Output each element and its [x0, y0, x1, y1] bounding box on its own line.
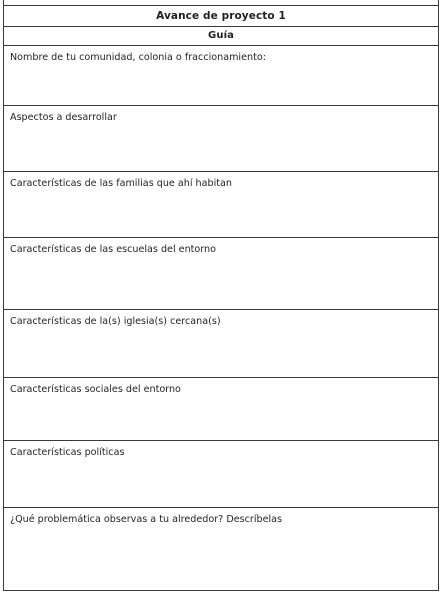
- section-label: Características políticas: [10, 447, 125, 458]
- section-label: Características de la(s) iglesia(s) cercana(s): [10, 316, 221, 327]
- section-families[interactable]: [4, 172, 438, 238]
- section-label: ¿Qué problemática observas a tu alrededor? Descríbelas: [10, 514, 283, 525]
- form-subtitle: Guía: [4, 27, 438, 46]
- section-label: Nombre de tu comunidad, colonia o fraccionamiento:: [10, 52, 266, 63]
- section-label: Características de las familias que ahí habitan: [10, 178, 232, 189]
- section-churches[interactable]: [4, 310, 438, 378]
- section-label: Características sociales del entorno: [10, 384, 181, 395]
- section-political[interactable]: [4, 441, 438, 508]
- form-title: Avance de proyecto 1: [4, 6, 438, 27]
- section-aspects[interactable]: [4, 106, 438, 172]
- section-social[interactable]: [4, 378, 438, 441]
- section-problems[interactable]: [4, 508, 438, 591]
- section-community-name[interactable]: [4, 46, 438, 106]
- section-label: Características de las escuelas del entorno: [10, 244, 217, 255]
- section-schools[interactable]: [4, 238, 438, 310]
- section-label: Aspectos a desarrollar: [10, 112, 117, 123]
- project-guide-form: [3, 0, 439, 591]
